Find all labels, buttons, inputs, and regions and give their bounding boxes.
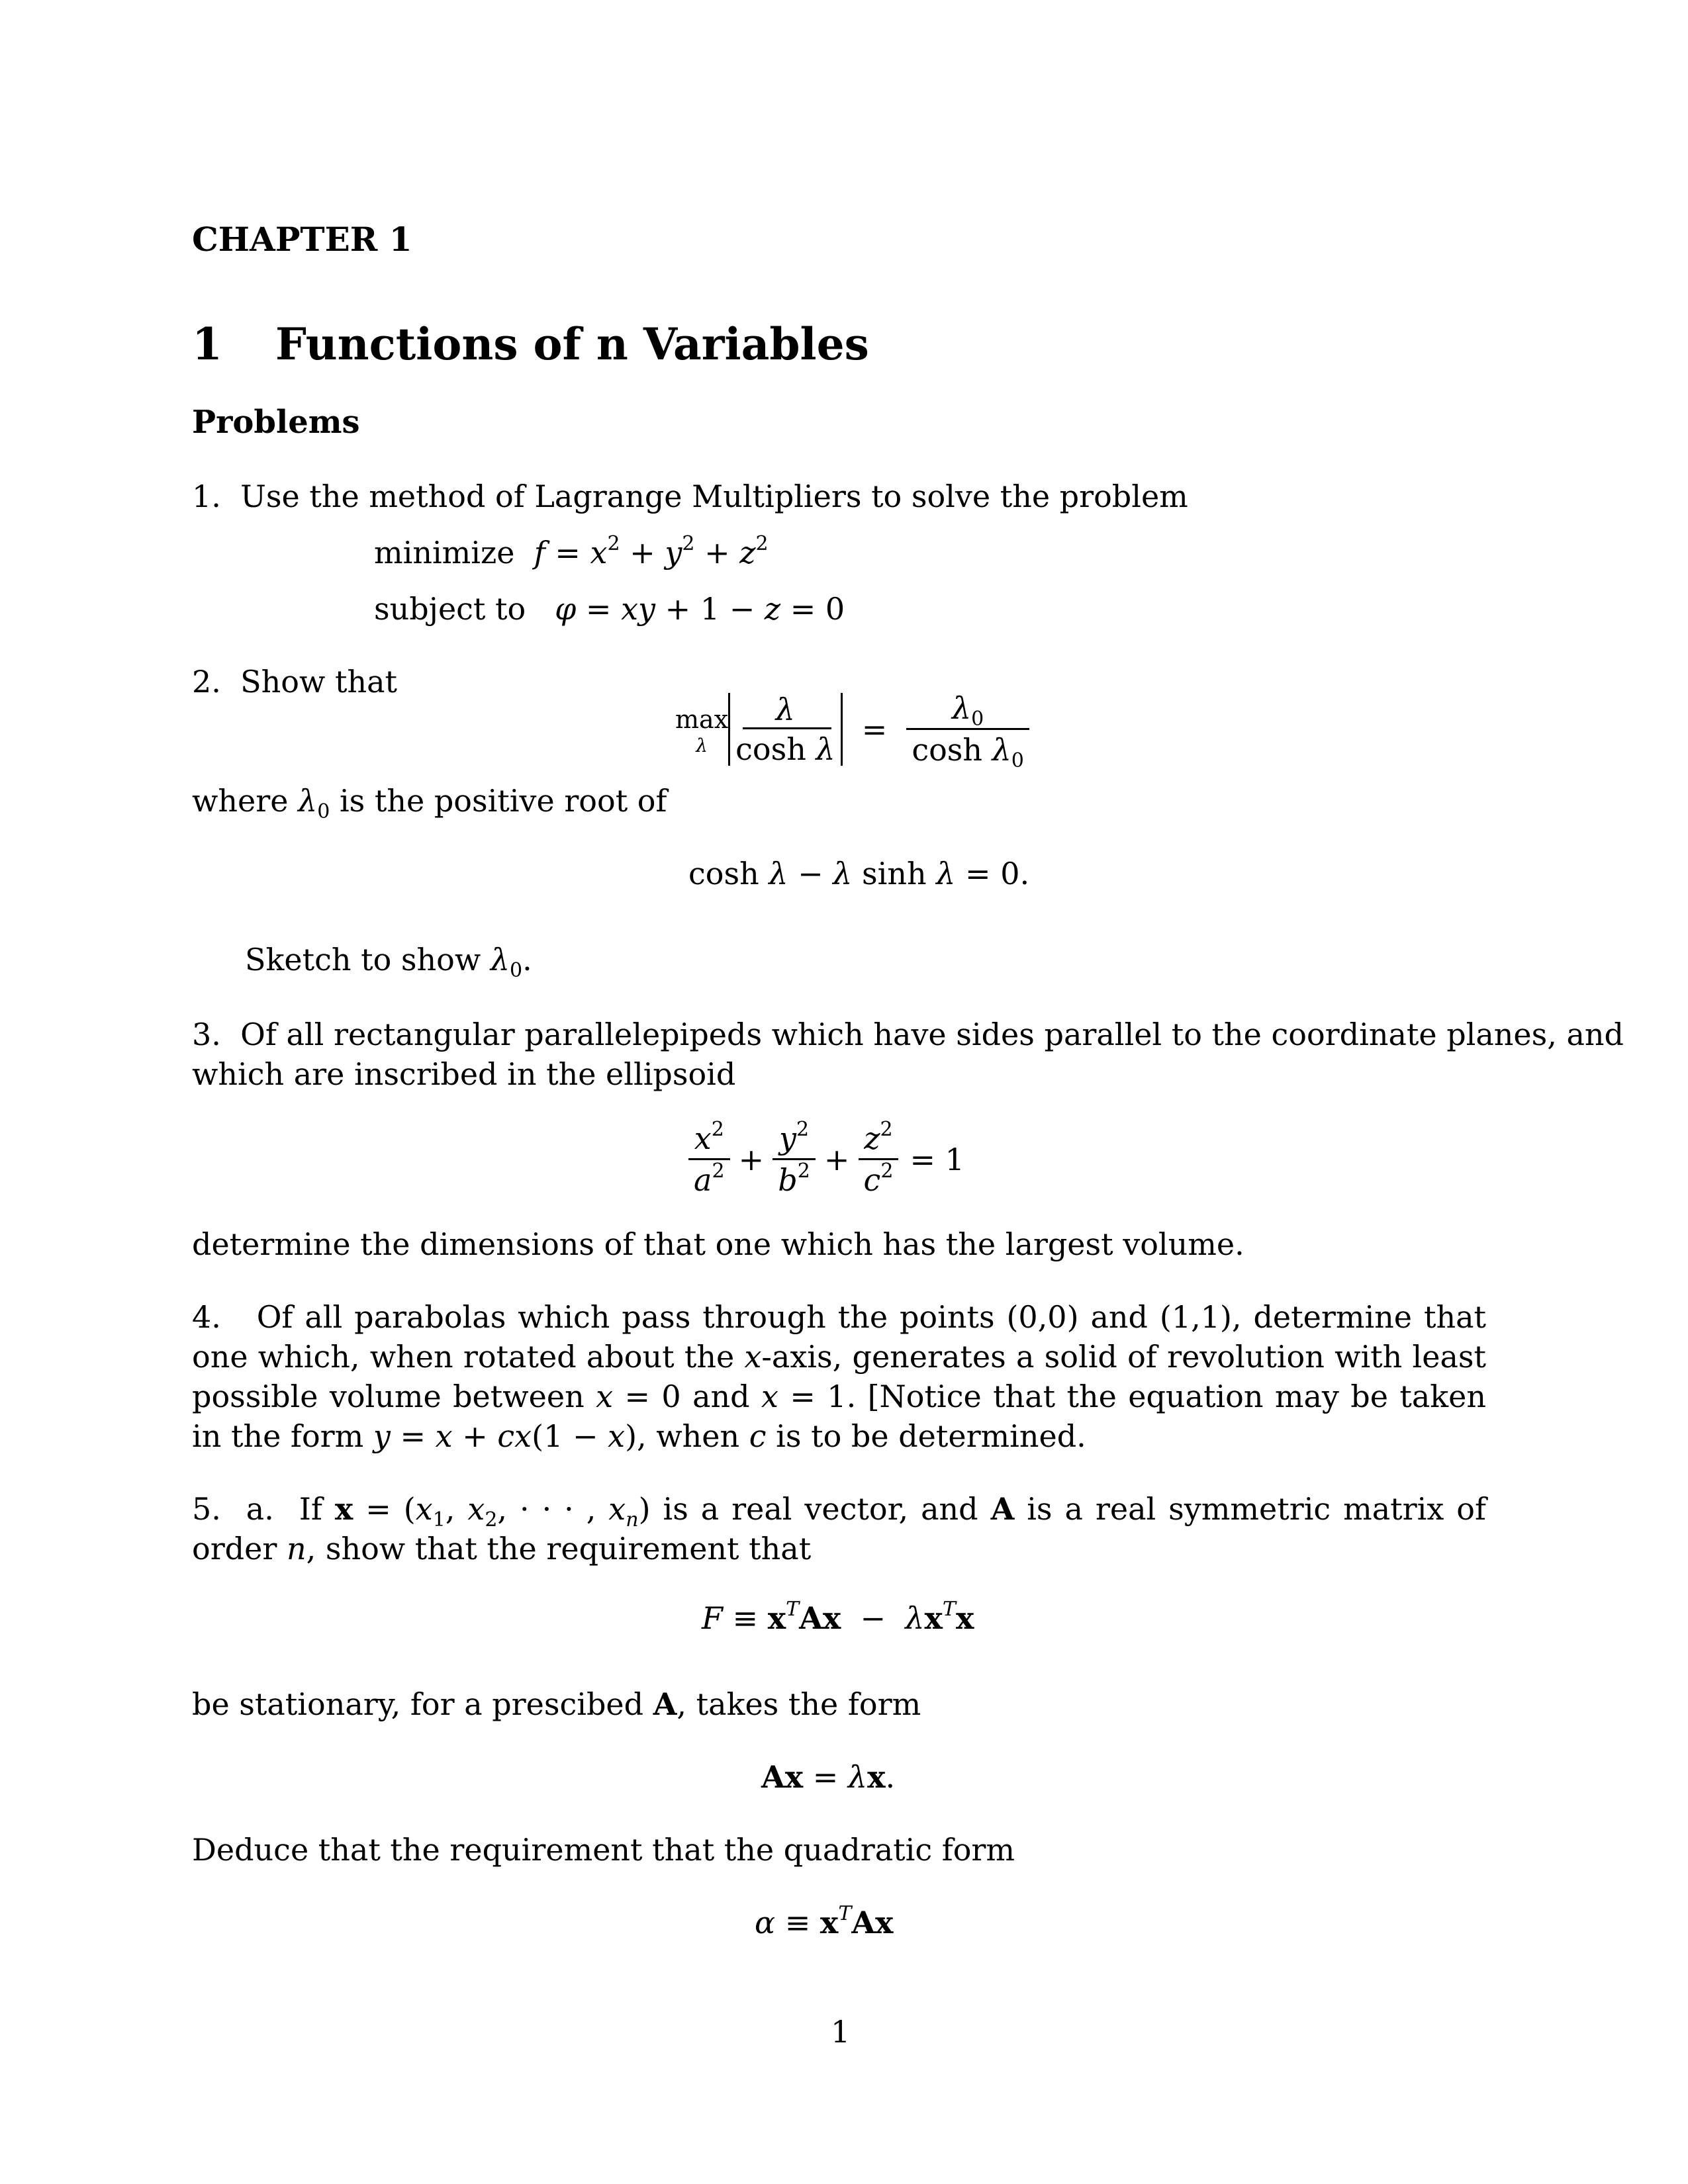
problem-1-intro: 1. Use the method of Lagrange Multipliers to solve the problem [192, 478, 1188, 514]
problem-1-objective: minimize $f = x^2 + y^2 + z^2$ [374, 532, 769, 570]
problem-5-eigen-equation: Ax = λx. [761, 1759, 896, 1795]
problem-4-text: 4. Of all parabolas which pass through the points (0,0) and (1,1), determine that one which, when rotated about the x-axis, generates a solid of revolution with least possible volume between x = 0 and x = 1. [Notice that the equation may be taken in the form y = x + cx(1 − x), when c is to be determined. [192, 1299, 1487, 1454]
problem-3-conclusion: determine the dimensions of that one which has the largest volume. [192, 1226, 1244, 1262]
problem-2-intro: 2. Show that [192, 664, 397, 700]
problem-5-functional: $F \equiv x^TAx - \lambda x^Tx$ [702, 1598, 974, 1636]
chapter-label: CHAPTER 1 [192, 220, 412, 259]
section-number: 1 [192, 318, 222, 370]
problem-5-quadratic-form: $\alpha \equiv x^TAx$ [755, 1902, 894, 1940]
page-number: 1 [831, 2014, 851, 2050]
problem-5-text: 5. a. If $x = (x_1$, $x_2$, · · · , $x_n$) is a real vector, and A is a real symmetric matrix of order n, show that the requirement that [192, 1491, 1486, 1567]
problem-2-equation: max λ λ cosh λ = $\frac{\lambda_0}{\cosh \lambda_0}$ [675, 688, 1029, 768]
problem-2-root-equation: cosh λ − λ sinh λ = 0. [688, 856, 1030, 891]
problem-3-ellipsoid-equation: $\frac{x^2}{a^2}$ + $\frac{y^2}{b^2}$ + $\frac{z^2}{c^2}$ = 1 [688, 1118, 972, 1200]
subsection-title: Problems [192, 404, 360, 441]
fraction-rule [743, 727, 831, 729]
section-title: Functions of n Variables [275, 318, 869, 370]
problem-3-line-2: which are inscribed in the ellipsoid [192, 1056, 736, 1092]
problem-5-stationary: be stationary, for a prescibed A, takes the form [192, 1686, 921, 1722]
problem-1-constraint: subject to φ = xy + 1 − z = 0 [374, 591, 845, 627]
problem-2-where: where $\lambda_0$ is the positive root of [192, 783, 667, 823]
problem-5-deduce: Deduce that the requirement that the quadratic form [192, 1832, 1015, 1868]
problem-2-sketch: Sketch to show $\lambda_0$. [245, 942, 532, 982]
problem-3-line-1: 3. Of all rectangular parallelepipeds which have sides parallel to the coordinate planes, and [192, 1017, 1624, 1052]
section-heading [192, 318, 869, 371]
